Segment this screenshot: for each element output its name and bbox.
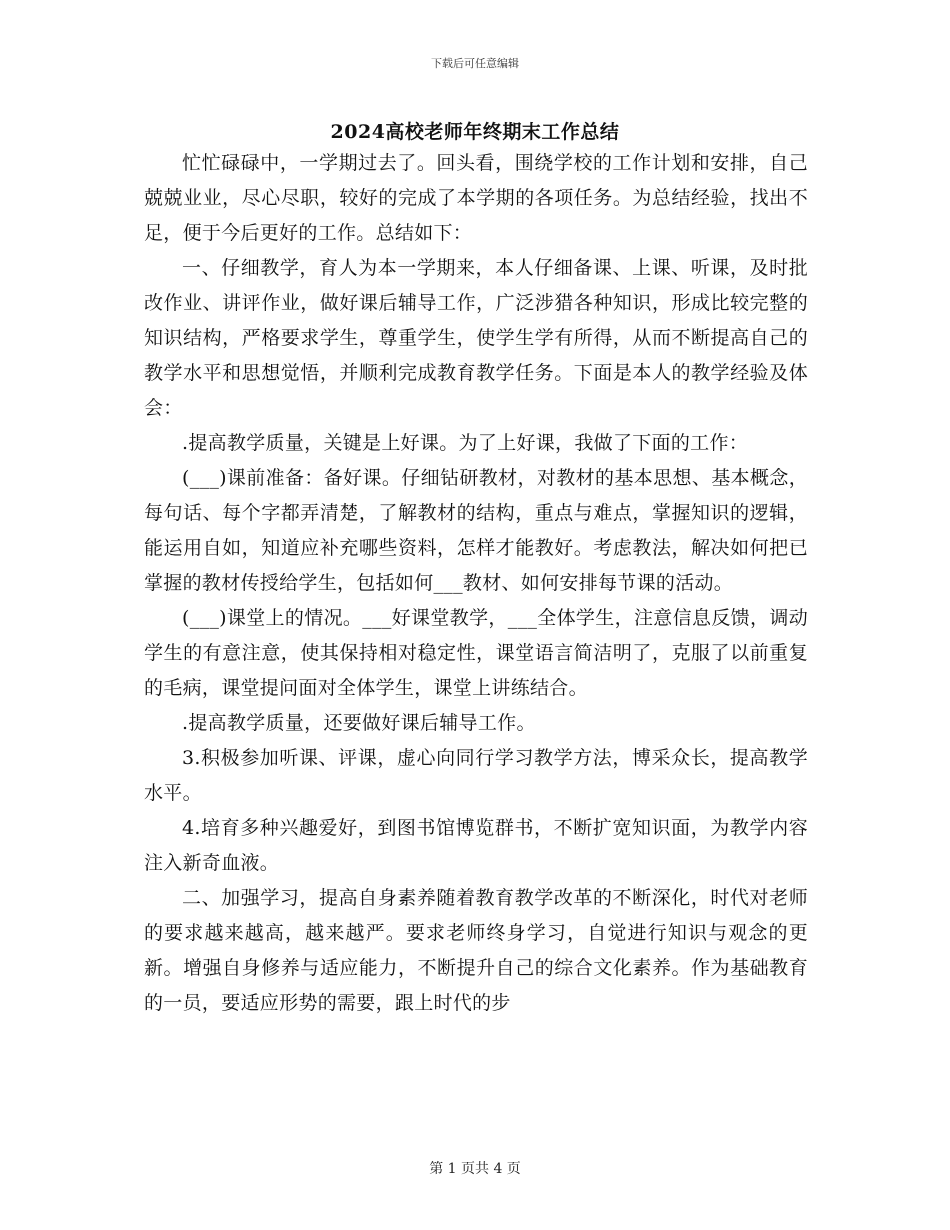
paragraph-preparation: (___)课前准备：备好课。仔细钻研教材，对教材的基本思想、基本概念，每句话、每个字都弄清楚，了解教材的结构，重点与难点，掌握知识的逻辑，能运用自如，知道应补充哪些资料，怎样才能教好。考虑教法，解决如何把已掌握的教材传授给学生，包括如何___教材、如何安排每节课的活动。 (144, 467, 808, 594)
paragraph-point-one: .提高教学质量，关键是上好课。为了上好课，我做了下面的工作： (182, 432, 749, 454)
document-title: 2024高校老师年终期末工作总结 (330, 121, 620, 143)
paragraph-section-one: 一、仔细教学，育人为本一学期来，本人仔细备课、上课、听课，及时批改作业、讲评作业，做好课后辅导工作，广泛涉猎各种知识，形成比较完整的知识结构，严格要求学生，尊重学生，使学生学有所得，从而不断提高自己的教学水平和思想觉悟，并顺利完成教育教学任务。下面是本人的教学经验及体会： (144, 257, 808, 419)
paragraph-point-four: 4.培育多种兴趣爱好，到图书馆博览群书，不断扩宽知识面，为教学内容注入新奇血液。 (144, 817, 808, 874)
paragraph-intro: 忙忙碌碌中，一学期过去了。回头看，围绕学校的工作计划和安排，自己兢兢业业，尽心尽职，较好的完成了本学期的各项任务。为总结经验，找出不足，便于今后更好的工作。总结如下： (144, 152, 808, 244)
paragraph-point-two: .提高教学质量，还要做好课后辅导工作。 (182, 712, 536, 734)
header-note: 下载后可任意编辑 (431, 57, 519, 70)
paragraph-classroom: (___)课堂上的情况。___好课堂教学，___全体学生，注意信息反馈，调动学生的有意注意，使其保持相对稳定性，课堂语言简洁明了，克服了以前重复的毛病，课堂提问面对全体学生，课堂上讲练结合。 (144, 607, 808, 699)
paragraph-point-three: 3.积极参加听课、评课，虚心向同行学习教学方法，博采众长，提高教学水平。 (144, 747, 808, 804)
document-body (144, 146, 808, 1021)
page-number: 第 1 页共 4 页 (429, 1161, 521, 1177)
paragraph-section-two: 二、加强学习，提高自身素养随着教育教学改革的不断深化，时代对老师的要求越来越高，越来越严。要求老师终身学习，自觉进行知识与观念的更新。增强自身修养与适应能力，不断提升自己的综合文化素养。作为基础教育的一员，要适应形势的需要，跟上时代的步 (144, 887, 808, 1014)
